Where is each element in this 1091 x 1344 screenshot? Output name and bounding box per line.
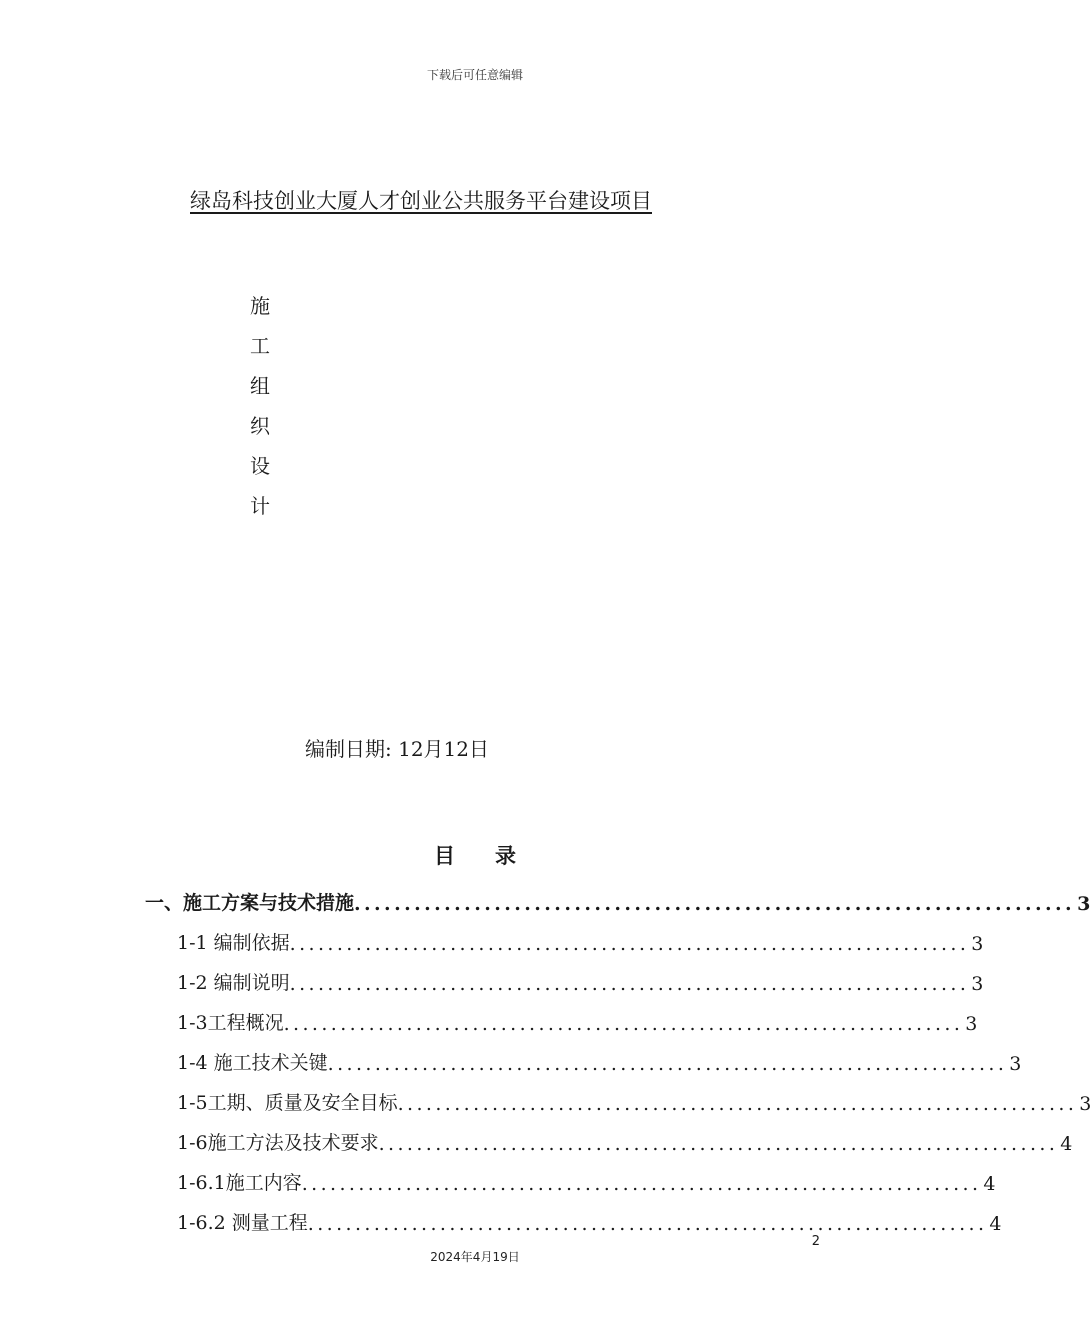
toc-heading-char: 目 [434, 843, 455, 868]
footer-date: 2024年4月19日 [430, 1250, 520, 1264]
toc-leader-dots: ........................................................................ [354, 893, 1076, 915]
title-char: 织 [250, 414, 270, 438]
project-title: 绿岛科技创业大厦人才创业公共服务平台建设项目 [190, 189, 652, 213]
toc-entry-page: 3 [1079, 1093, 1091, 1115]
toc-leader-dots: ........................................................................ [378, 1133, 1059, 1155]
toc-entry-page: 3 [971, 933, 984, 955]
toc-heading-char: 录 [495, 843, 516, 868]
toc-entry-label: 1-4 施工技术关键 [177, 1052, 328, 1074]
toc-leader-dots: ........................................................................ [283, 1013, 964, 1035]
toc-leader-dots: ........................................................................ [301, 1173, 982, 1195]
toc-entry[interactable] [145, 1155, 996, 1195]
toc-entry-page: 3 [1077, 893, 1091, 915]
toc-leader-dots: ........................................................................ [289, 973, 970, 995]
title-char: 组 [250, 374, 270, 398]
table-of-contents [145, 875, 1091, 1235]
header-note: 下载后可任意编辑 [426, 68, 523, 82]
toc-entry-page: 4 [983, 1173, 996, 1195]
toc-entry[interactable] [145, 1035, 1022, 1075]
toc-entry-label: 1-5工期、质量及安全目标 [177, 1092, 398, 1114]
toc-entry[interactable] [145, 875, 1091, 915]
toc-entry-label: 1-6.2 测量工程 [177, 1212, 308, 1234]
title-char: 设 [250, 454, 270, 478]
toc-entry[interactable] [145, 1195, 1002, 1235]
toc-leader-dots: ........................................................................ [327, 1053, 1008, 1075]
toc-entry-label: 1-2 编制说明 [177, 972, 290, 994]
title-char: 计 [250, 494, 270, 518]
toc-leader-dots: ........................................................................ [289, 933, 970, 955]
toc-leader-dots: ........................................................................ [397, 1093, 1078, 1115]
toc-heading [0, 840, 950, 870]
compile-date: 编制日期: 12月12日 [305, 737, 489, 761]
toc-entry-label: 1-6施工方法及技术要求 [177, 1132, 379, 1154]
toc-entry-page: 4 [989, 1213, 1002, 1235]
page-number: 2 [811, 1234, 820, 1249]
toc-entry-label: 1-1 编制依据 [177, 932, 290, 954]
toc-entry[interactable] [145, 1115, 1073, 1155]
title-char: 工 [250, 334, 270, 358]
toc-entry[interactable] [145, 995, 978, 1035]
toc-leader-dots: ........................................................................ [307, 1213, 988, 1235]
toc-entry-page: 3 [971, 973, 984, 995]
toc-entry[interactable] [145, 955, 984, 995]
toc-entry-label: 1-6.1施工内容 [177, 1172, 302, 1194]
toc-entry-page: 4 [1060, 1133, 1073, 1155]
title-char: 施 [250, 294, 270, 318]
toc-entry-page: 3 [965, 1013, 978, 1035]
document-type-title [248, 290, 272, 530]
toc-entry-page: 3 [1009, 1053, 1022, 1075]
toc-entry[interactable] [145, 915, 984, 955]
toc-entry-label: 1-3工程概况 [177, 1012, 284, 1034]
toc-entry[interactable] [145, 1075, 1091, 1115]
toc-entry-label: 一、施工方案与技术措施 [145, 892, 355, 914]
